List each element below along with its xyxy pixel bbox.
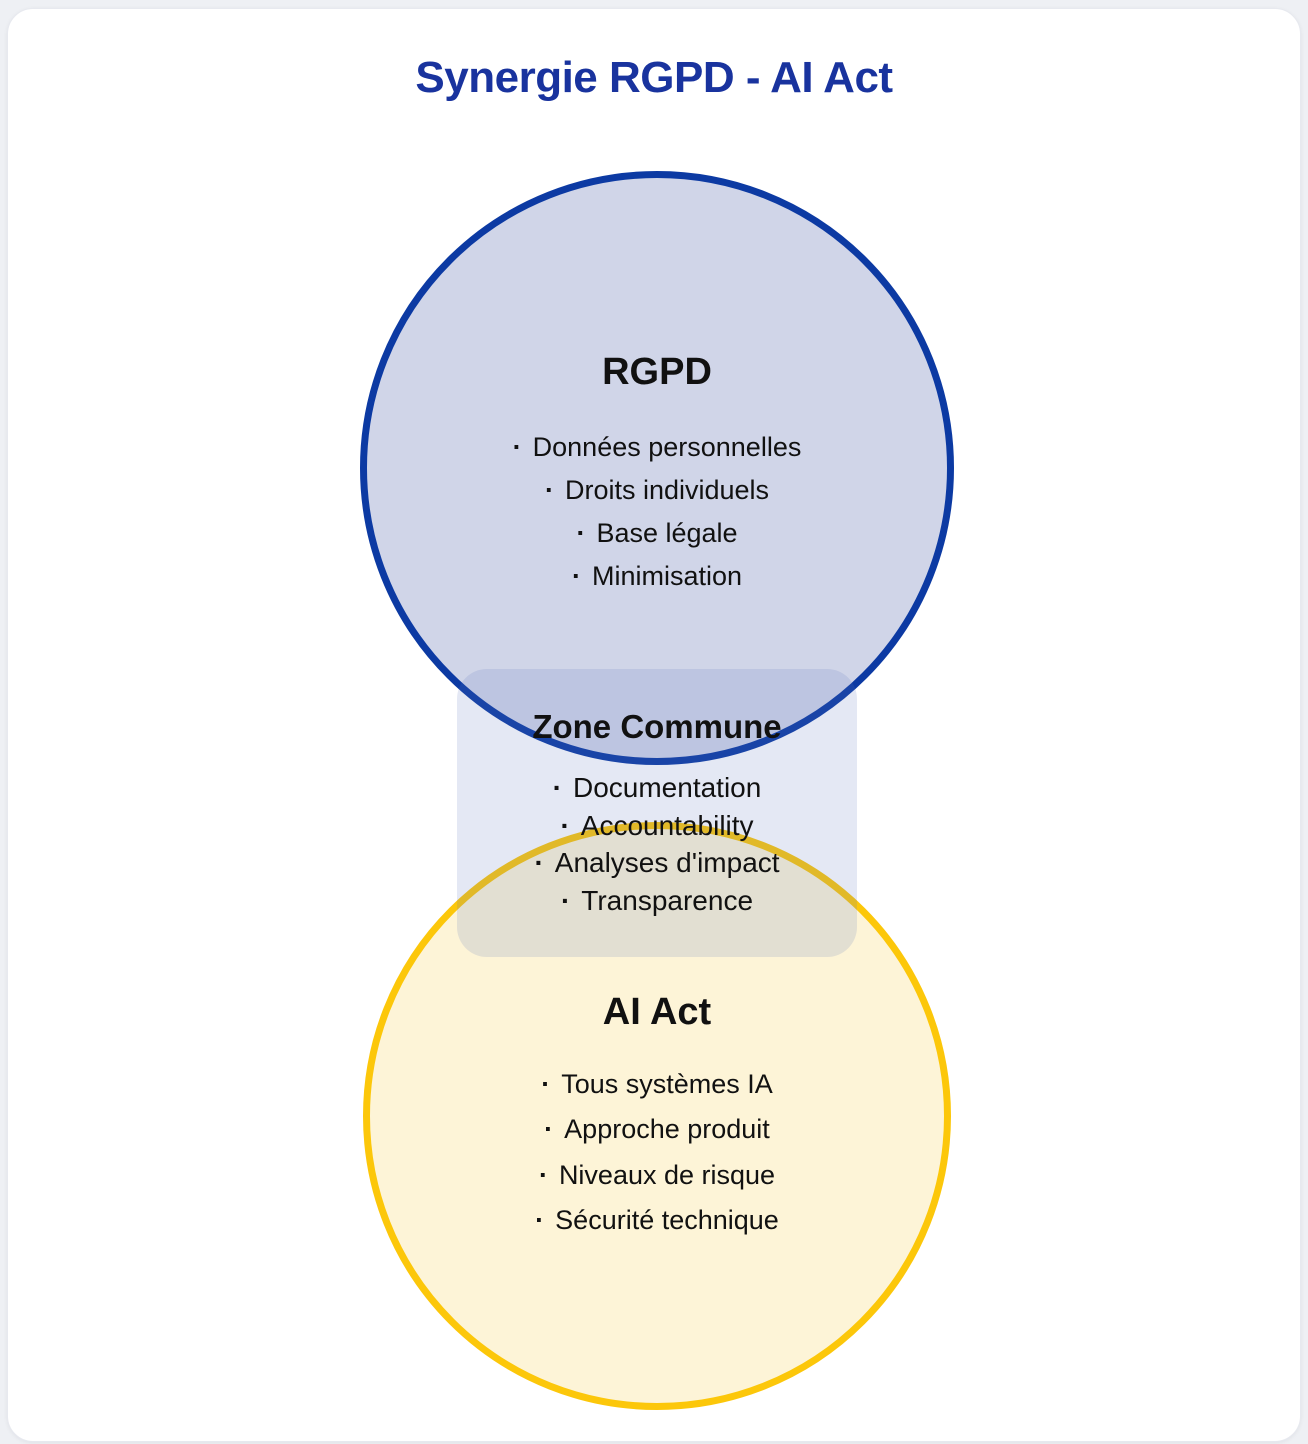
list-item: · Documentation bbox=[357, 769, 957, 807]
list-item: · Droits individuels bbox=[357, 469, 957, 512]
list-item: · Base légale bbox=[357, 512, 957, 555]
rgpd-section-heading: RGPD bbox=[602, 351, 712, 393]
common-zone-heading: Zone Commune bbox=[532, 708, 782, 745]
list-item: · Sécurité technique bbox=[357, 1198, 957, 1243]
list-item: · Données personnelles bbox=[357, 426, 957, 469]
list-item: · Niveaux de risque bbox=[357, 1153, 957, 1198]
page-title: Synergie RGPD - AI Act bbox=[415, 53, 893, 102]
list-item: · Minimisation bbox=[357, 555, 957, 598]
list-item: · Accountability bbox=[357, 807, 957, 845]
list-item: · Analyses d'impact bbox=[357, 844, 957, 882]
rgpd-item-list bbox=[357, 426, 957, 598]
list-item: · Tous systèmes IA bbox=[357, 1062, 957, 1107]
ai-act-item-list bbox=[357, 1062, 957, 1243]
list-item: · Transparence bbox=[357, 882, 957, 920]
common-zone-item-list bbox=[357, 769, 957, 919]
ai-act-section-heading: AI Act bbox=[602, 991, 712, 1033]
list-item: · Approche produit bbox=[357, 1107, 957, 1152]
